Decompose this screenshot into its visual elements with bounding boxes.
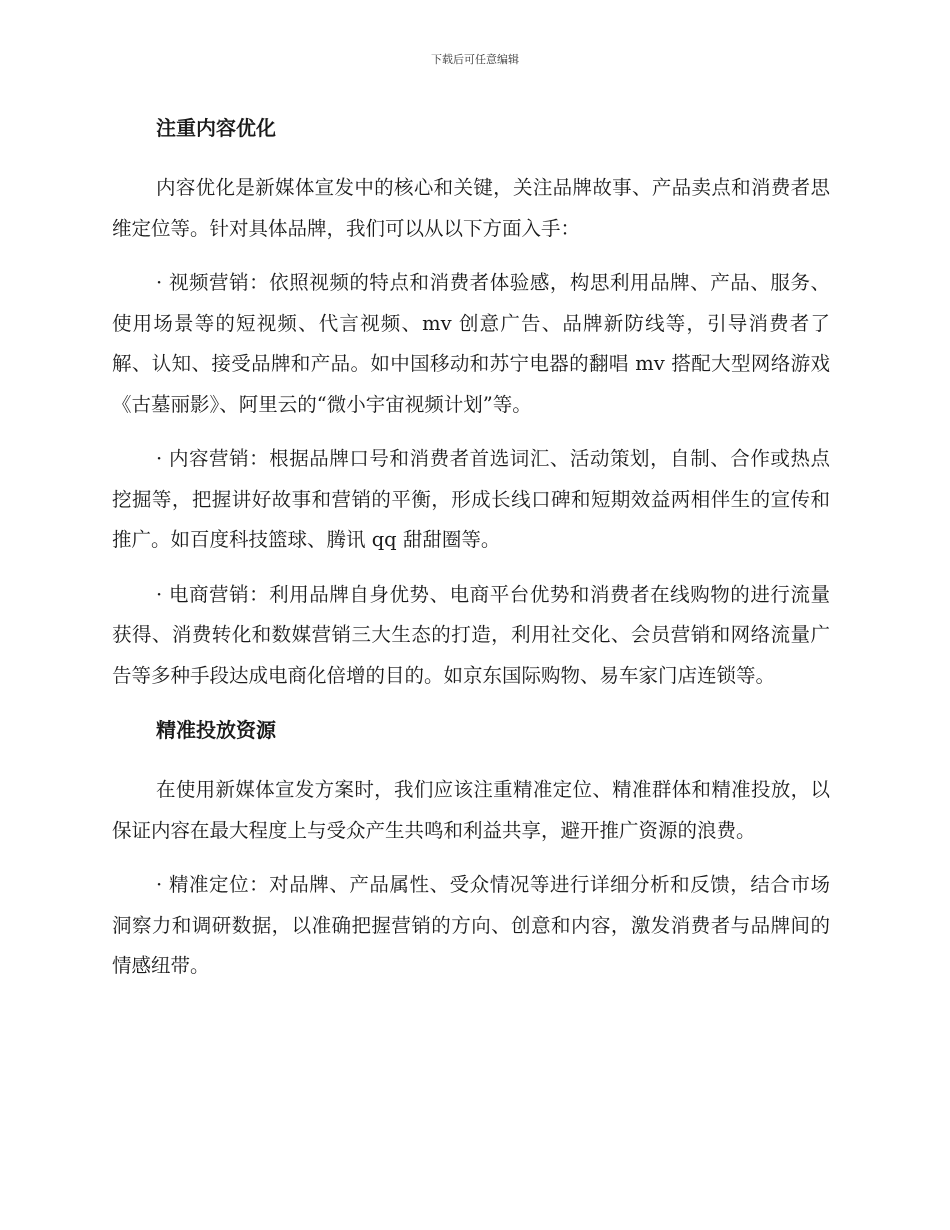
section-heading-precise-delivery: 精准投放资源 [156, 718, 276, 742]
document-body [112, 108, 830, 1001]
paragraph-content-intro: 内容优化是新媒体宣发中的核心和关键，关注品牌故事、产品卖点和消费者思维定位等。针对具体品牌，我们可以从以下方面入手： [112, 176, 830, 240]
section-heading-content-optimization: 注重内容优化 [156, 116, 276, 140]
paragraph-video-marketing: · 视频营销：依照视频的特点和消费者体验感，构思利用品牌、产品、服务、使用场景等的短视频、代言视频、mv 创意广告、品牌新防线等，引导消费者了解、认知、接受品牌和产品。如中国移动和苏宁电器的翻唱 mv 搭配大型网络游戏《古墓丽影》、阿里云的“微小宇宙视频计划”等。 [112, 271, 830, 416]
paragraph-precise-positioning: · 精准定位：对品牌、产品属性、受众情况等进行详细分析和反馈，结合市场洞察力和调研数据，以准确把握营销的方向、创意和内容，激发消费者与品牌间的情感纽带。 [112, 873, 830, 977]
paragraph-precise-intro: 在使用新媒体宣发方案时，我们应该注重精准定位、精准群体和精准投放，以保证内容在最大程度上与受众产生共鸣和利益共享，避开推广资源的浪费。 [112, 778, 830, 842]
paragraph-ecommerce-marketing: · 电商营销：利用品牌自身优势、电商平台优势和消费者在线购物的进行流量获得、消费转化和数媒营销三大生态的打造，利用社交化、会员营销和网络流量广告等多种手段达成电商化倍增的目的。如京东国际购物、易车家门店连锁等。 [112, 582, 830, 687]
page-header-note: 下载后可任意编辑 [431, 53, 519, 66]
paragraph-content-marketing: · 内容营销：根据品牌口号和消费者首选词汇、活动策划，自制、合作或热点挖掘等，把握讲好故事和营销的平衡，形成长线口碑和短期效益两相伴生的宣传和推广。如百度科技篮球、腾讯 qq 甜甜圈等。 [112, 447, 830, 551]
